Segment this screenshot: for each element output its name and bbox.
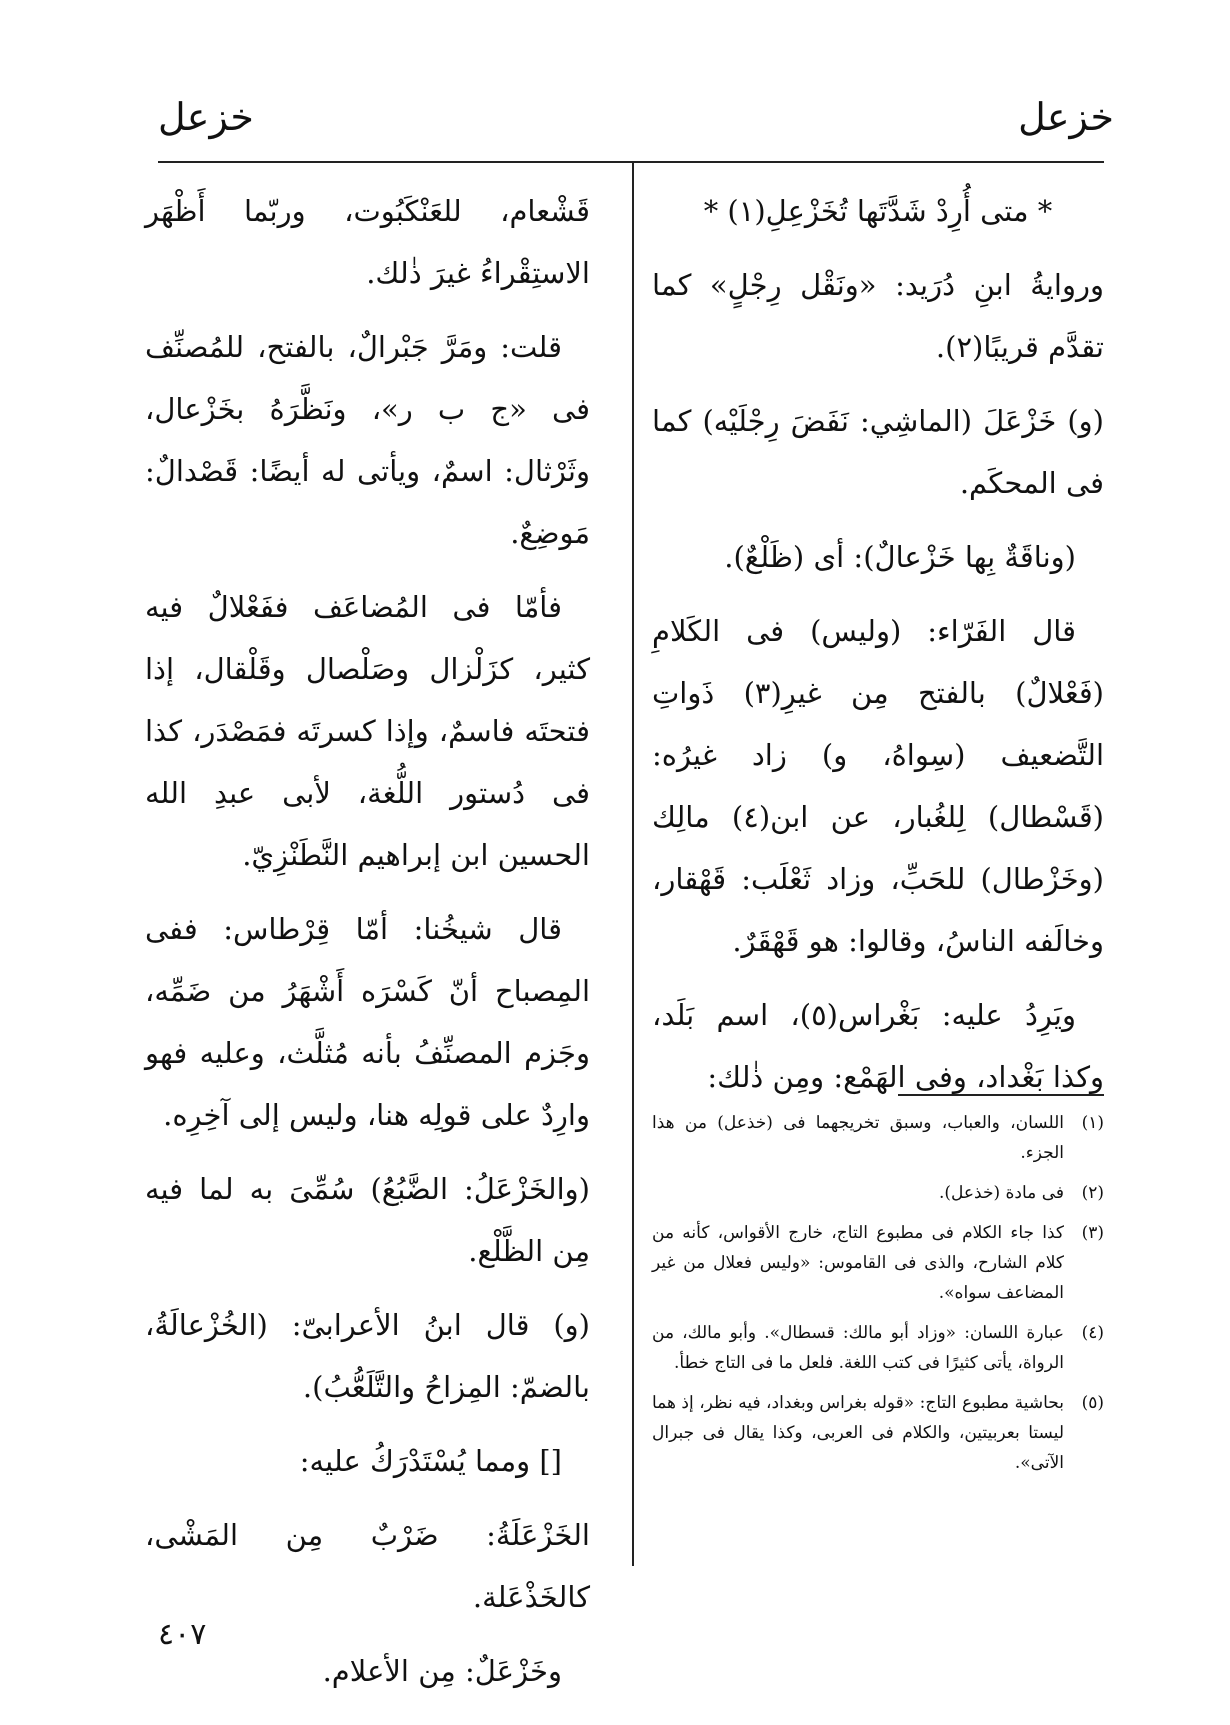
footnote-number: (٤)	[1081, 1323, 1104, 1343]
paragraph: (و) خَزْعَلَ (الماشِي: نَفَضَ رِجْلَيْه) كما فى المحكَم.	[652, 404, 1104, 500]
running-header-left: خزعل	[158, 95, 254, 139]
istidrak-heading: [] ومما يُسْتَدْرَكُ عليه:	[299, 1444, 562, 1478]
right-column	[652, 180, 1104, 1120]
left-column	[145, 180, 590, 1714]
paragraph: قلت: ومَرَّ جَبْرالٌ، بالفتح، للمُصنِّف فى «ج ب ر»، ونَظَّرَهُ بخَزْعال، وثَرْثال: اسمٌ، ويأتى له أيضًا: قَصْدالٌ: مَوضِعٌ.	[145, 330, 590, 550]
paragraph: فأمّا فى المُضاعَف ففَعْلالٌ فيه كثير، كزَلْزال وصَلْصال وقَلْقال، إذا فتحتَه فاسمٌ، وإذا كسرتَه فمَصْدَر، كذا فى دُستور اللُّغة، لأبى عبدِ الله الحسين ابن إبراهيم النَّطَنْزِيّ.	[145, 590, 590, 872]
footnote	[652, 1218, 1104, 1308]
paragraph: قَشْعام، للعَنْكَبُوت، وربّما أَظْهَر الاستِقْراءُ غيرَ ذٰلك.	[145, 194, 590, 290]
column-divider	[632, 163, 634, 1566]
footnote	[652, 1108, 1104, 1168]
paragraph: الخَزْعَلَةُ: ضَرْبٌ مِن المَشْى، كالخَذْعَلة.	[145, 1518, 590, 1614]
paragraph: (وناقَةٌ بِها خَزْعالٌ): أى (ظَلْعٌ).	[724, 540, 1076, 574]
footnote-rule	[898, 1094, 1104, 1096]
footnote-text: كذا جاء الكلام فى مطبوع التاج، خارج الأقواس، كأنه من كلام الشارح، والذى فى القاموس: «وليس فعلال من غير المضاعف سواه».	[652, 1223, 1064, 1303]
footnote-text: بحاشية مطبوع التاج: «قوله بغراس وبغداد، فيه نظر، إذ هما ليستا بعربيتين، والكلام فى العربى، وكذا يقال فى جبرال الآتى».	[652, 1393, 1064, 1473]
footnote	[652, 1178, 1104, 1208]
running-header-right: خزعل	[1018, 95, 1114, 139]
header-rule	[158, 161, 1104, 163]
paragraph: قال شيخُنا: أمّا قِرْطاس: ففى المِصباح أنّ كَسْرَه أَشْهَرُ من ضَمِّه، وجَزم المصنِّفُ بأنه مُثلَّث، وعليه فهو وارِدٌ على قولِه هنا، وليس إلى آخِرِه.	[145, 912, 590, 1132]
paragraph: وروايةُ ابنِ دُرَيد: «ونَقْل رِجْلٍ» كما تقدَّم قريبًا(٢).	[652, 268, 1104, 364]
verse-line: * متى أُرِدْ شَدَّتَها تُخَزْعِلِ(١) *	[703, 194, 1053, 228]
paragraph: وخَزْعَلٌ: مِن الأعلام.	[322, 1654, 562, 1688]
footnotes	[652, 1108, 1104, 1488]
footnote-number: (٣)	[1081, 1223, 1104, 1243]
footnote-number: (١)	[1081, 1113, 1104, 1133]
footnote-text: عبارة اللسان: «وزاد أبو مالك: قسطال». وأبو مالك، من الرواة، يأتى كثيرًا فى كتب اللغة. فلعل ما فى التاج خطأ.	[652, 1323, 1064, 1373]
page-number: ٤٠٧	[158, 1617, 207, 1652]
paragraph: (والخَزْعَلُ: الضَّبُعُ) سُمِّىَ به لما فيه مِن الظَّلْع.	[145, 1172, 590, 1268]
footnote-text: فى مادة (خذعل).	[939, 1183, 1064, 1203]
paragraph: (و) قال ابنُ الأعرابىّ: (الخُزْعالَةُ، بالضمّ: المِزاحُ والتَّلَعُّبُ).	[145, 1308, 590, 1404]
footnote-text: اللسان، والعباب، وسبق تخريجهما فى (خذعل) من هذا الجزء.	[652, 1113, 1064, 1163]
paragraph: قال الفَرّاء: (وليس) فى الكَلامِ (فَعْلالٌ) بالفتح مِن غيرِ(٣) ذَواتِ التَّضعيف (سِواهُ، و) زاد غيرُه: (قَسْطال) لِلغُبار، عن ابن(٤) مالِك (وخَزْطال) للحَبِّ، وزاد ثَعْلَب: قَهْقار، وخالَفه الناسُ، وقالوا: هو قَهْقَرٌ.	[652, 614, 1104, 958]
footnote	[652, 1318, 1104, 1378]
paragraph: ويَرِدُ عليه: بَغْراس(٥)، اسم بَلَد، وكذا بَغْداد، وفى الهَمْع: ومِن ذٰلك:	[652, 998, 1104, 1094]
footnote-number: (٥)	[1081, 1393, 1104, 1413]
footnote	[652, 1388, 1104, 1478]
footnote-number: (٢)	[1081, 1183, 1104, 1203]
